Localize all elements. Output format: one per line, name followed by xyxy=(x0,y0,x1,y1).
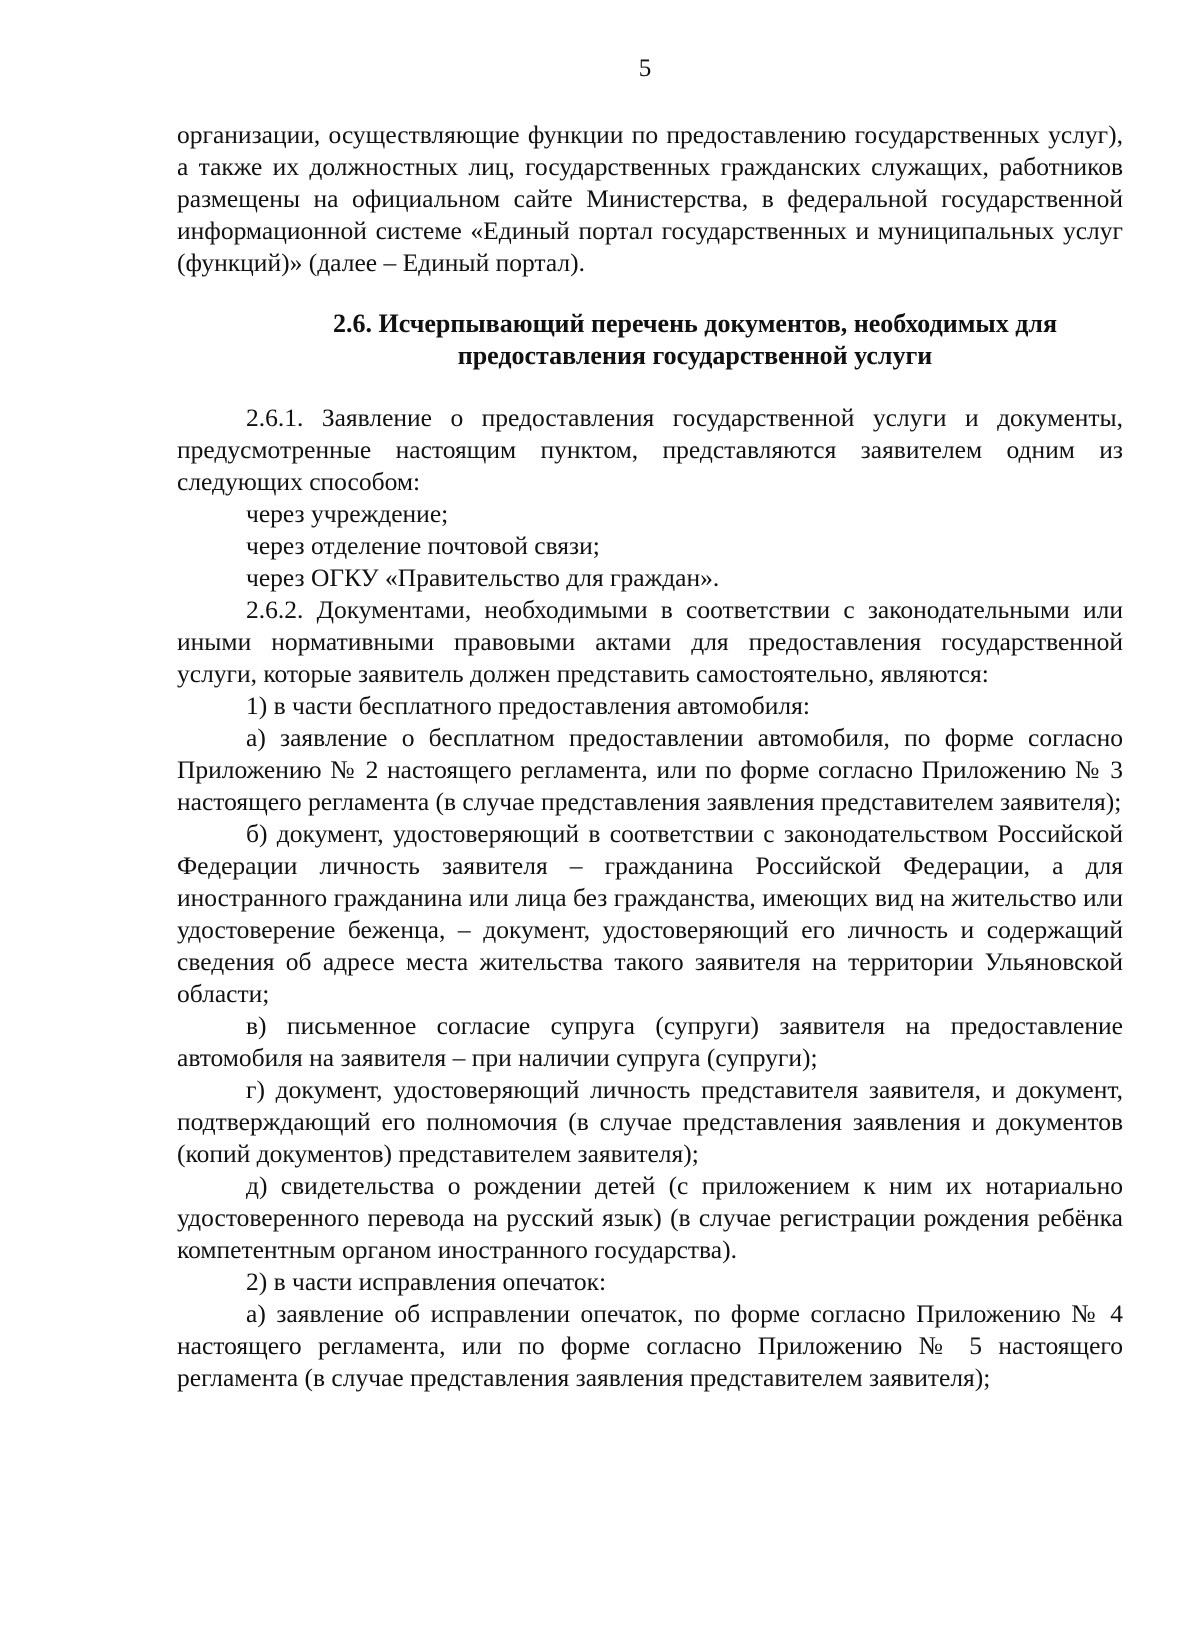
paragraph-2-6-1: 2.6.1. Заявление о предоставления государственной услуги и документы, предусмотренные настоящим пунктом, представляются заявителем одним из следующих способом: xyxy=(177,403,1123,496)
paragraph-2-6-2: 2.6.2. Документами, необходимыми в соответствии с законодательными или иными нормативными правовыми актами для предоставления государственной услуги, которые заявитель должен представить самостоятельно, являются: xyxy=(177,595,1123,688)
list-item-post-office: через отделение почтовой связи; xyxy=(246,531,600,560)
section-heading: 2.6. Исчерпывающий перечень документов, необходимых для предоставления государственной услуги xyxy=(332,309,1058,370)
page-number: 5 xyxy=(638,55,652,82)
item-1b: б) документ, удостоверяющий в соответствии с законодательством Российской Федерации личность заявителя – гражданина Российской Федерации, а для иностранного гражданина или лица без гражданства, имеющих вид на жительство или удостоверение беженца, – документ, удостоверяющий его личность и содержащий сведения об адресе места жительства такого заявителя на территории Ульяновской области; xyxy=(177,819,1123,1008)
document-body xyxy=(177,119,1123,1394)
item-1v: в) письменное согласие супруга (супруги) заявителя на предоставление автомобиля на заявителя – при наличии супруга (супруги); xyxy=(177,1011,1123,1072)
list-item-ogku: через ОГКУ «Правительство для граждан». xyxy=(246,563,720,592)
subsection-2: 2) в части исправления опечаток: xyxy=(246,1267,607,1296)
intro-paragraph: организации, осуществляющие функции по предоставлению государственных услуг), а также их должностных лиц, государственных гражданских служащих, работников размещены на официальном сайте Министерства, в федеральной государственной информационной системе «Единый портал государственных и муниципальных услуг (функций)» (далее – Единый портал). xyxy=(177,120,1123,277)
item-1d: д) свидетельства о рождении детей (с приложением к ним их нотариально удостоверенного перевода на русский язык) (в случае регистрации рождения ребёнка компетентным органом иностранного государства). xyxy=(177,1171,1123,1264)
list-item-institution: через учреждение; xyxy=(246,499,449,528)
item-1g: г) документ, удостоверяющий личность представителя заявителя, и документ, подтверждающий его полномочия (в случае представления заявления и документов (копий документов) представителем заявителя); xyxy=(177,1075,1123,1168)
item-1a: а) заявление о бесплатном предоставлении автомобиля, по форме согласно Приложению № 2 настоящего регламента, или по форме согласно Приложению № 3 настоящего регламента (в случае представления заявления представителем заявителя); xyxy=(177,723,1123,816)
subsection-1: 1) в части бесплатного предоставления автомобиля: xyxy=(246,691,810,720)
item-2a: а) заявление об исправлении опечаток, по форме согласно Приложению № 4 настоящего регламента, или по форме согласно Приложению № 5 настоящего регламента (в случае представления заявления представителем заявителя); xyxy=(177,1299,1123,1392)
